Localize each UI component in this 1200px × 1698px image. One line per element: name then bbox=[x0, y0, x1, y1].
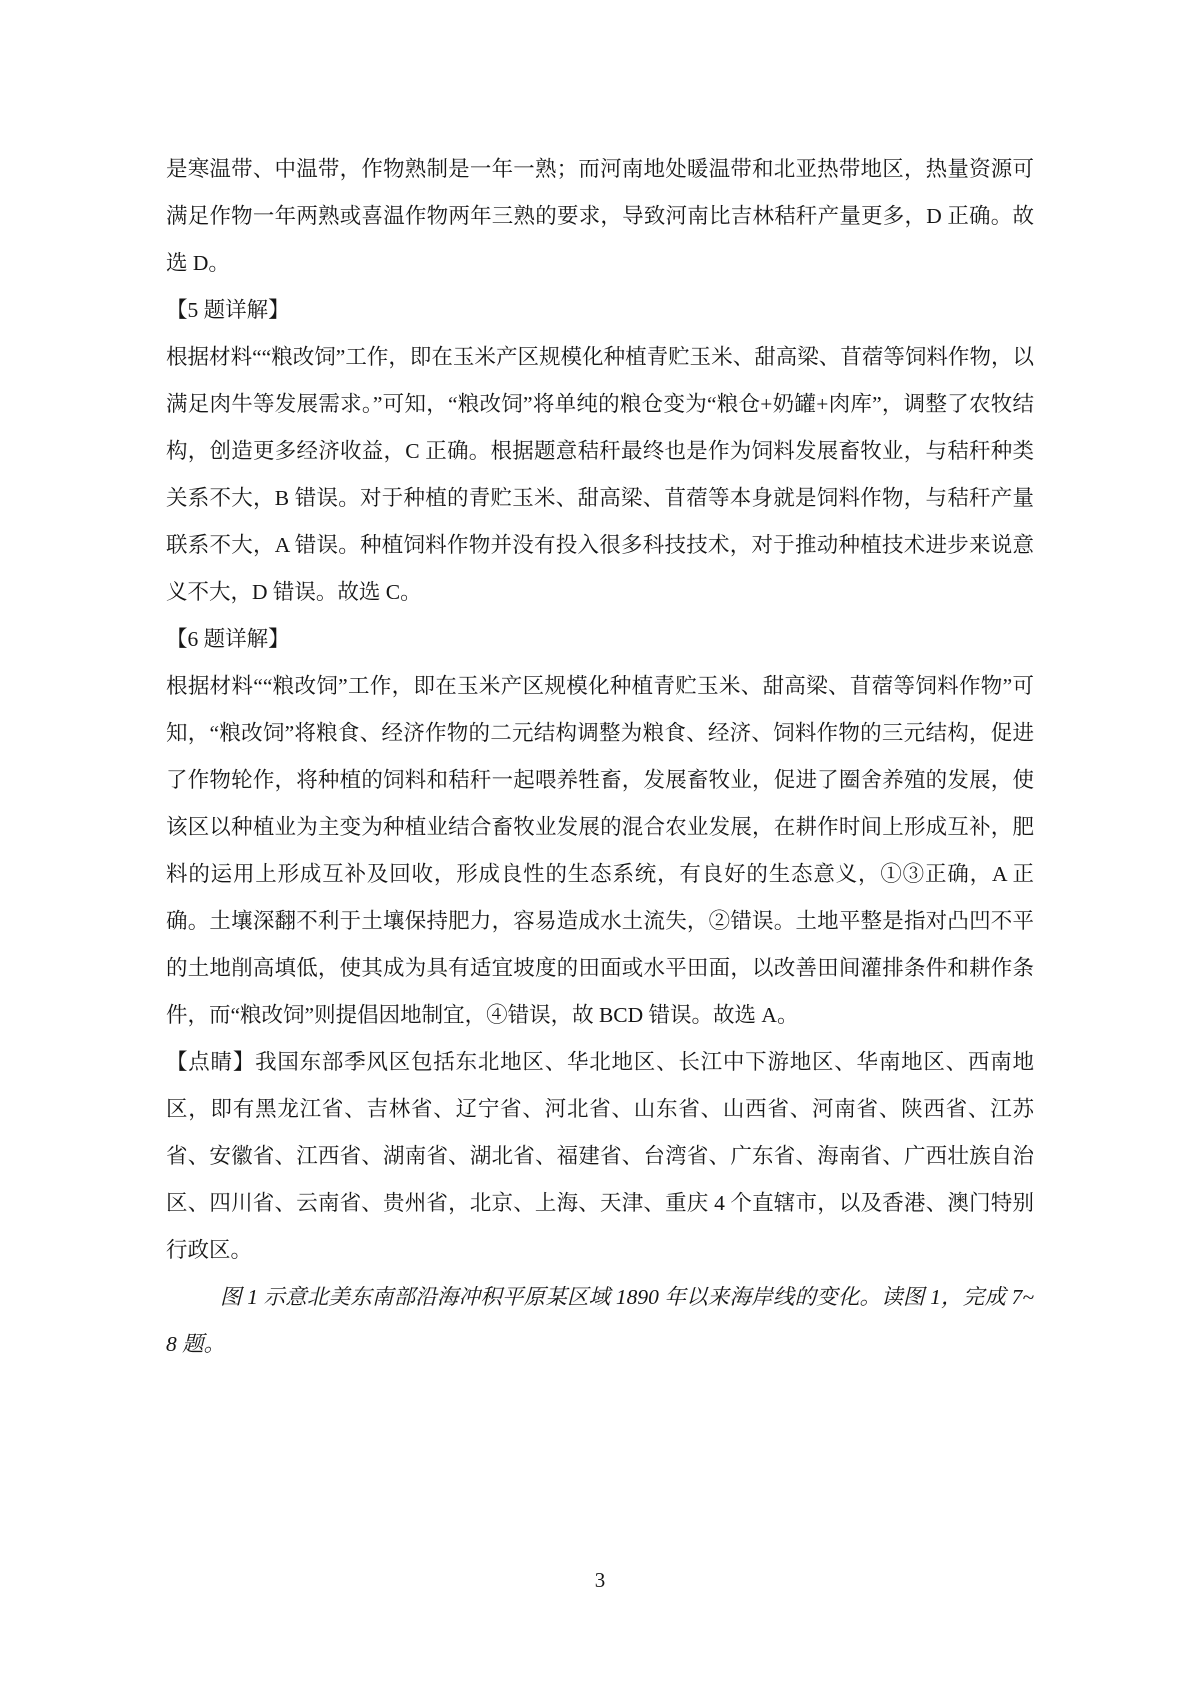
paragraph-q6-explanation: 根据材料““粮改饲”工作，即在玉米产区规模化种植青贮玉米、甜高梁、苜蓿等饲料作物”可知，“粮改饲”将粮食、经济作物的二元结构调整为粮食、经济、饲料作物的三元结构，促进了作物轮作，将种植的饲料和秸秆一起喂养牲畜，发展畜牧业，促进了圈舍养殖的发展，使该区以种植业为主变为种植业结合畜牧业发展的混合农业发展，在耕作时间上形成互补，肥料的运用上形成互补及回收，形成良性的生态系统，有良好的生态意义，①③正确，A 正确。土壤深翻不利于土壤保持肥力，容易造成水土流失，②错误。土地平整是指对凸凹不平的土地削高填低，使其成为具有适宜坡度的田面或水平田面，以改善田间灌排条件和耕作条件，而“粮改饲”则提倡因地制宜，④错误，故 BCD 错误。故选 A。 bbox=[166, 674, 1034, 1027]
paragraph-q5-explanation: 根据材料““粮改饲”工作，即在玉米产区规模化种植青贮玉米、甜高梁、苜蓿等饲料作物，以满足肉牛等发展需求。”可知，“粮改饲”将单纯的粮仓变为“粮仓+奶罐+肉库”，调整了农牧结构，创造更多经济收益，C 正确。根据题意秸秆最终也是作为饲料发展畜牧业，与秸秆种类关系不大，B 错误。对于种植的青贮玉米、甜高梁、苜蓿等本身就是饲料作物，与秸秆产量联系不大，A 错误。种植饲料作物并没有投入很多科技技术，对于推动种植技术进步来说意义不大，D 错误。故选 C。 bbox=[166, 345, 1034, 604]
paragraph-dianjing-note: 【点睛】我国东部季风区包括东北地区、华北地区、长江中下游地区、华南地区、西南地区，即有黑龙江省、吉林省、辽宁省、河北省、山东省、山西省、河南省、陕西省、江苏省、安徽省、江西省、湖南省、湖北省、福建省、台湾省、广东省、海南省、广西壮族自治区、四川省、云南省、贵州省，北京、上海、天津、重庆 4 个直辖市，以及香港、澳门特别行政区。 bbox=[166, 1050, 1034, 1262]
paragraph-figure1-intro: 图 1 示意北美东南部沿海冲积平原某区域 1890 年以来海岸线的变化。读图 1，完成 7~8 题。 bbox=[166, 1285, 1034, 1356]
page-number: 3 bbox=[594, 1568, 606, 1592]
document-text-block bbox=[166, 146, 1034, 1368]
paragraph-answer-4-continuation: 是寒温带、中温带，作物熟制是一年一熟；而河南地处暖温带和北亚热带地区，热量资源可满足作物一年两熟或喜温作物两年三熟的要求，导致河南比吉林秸秆产量更多，D 正确。故选 D。 bbox=[166, 157, 1034, 275]
heading-q5-explanation: 【5 题详解】 bbox=[166, 298, 290, 322]
heading-q6-explanation: 【6 题详解】 bbox=[166, 627, 290, 651]
